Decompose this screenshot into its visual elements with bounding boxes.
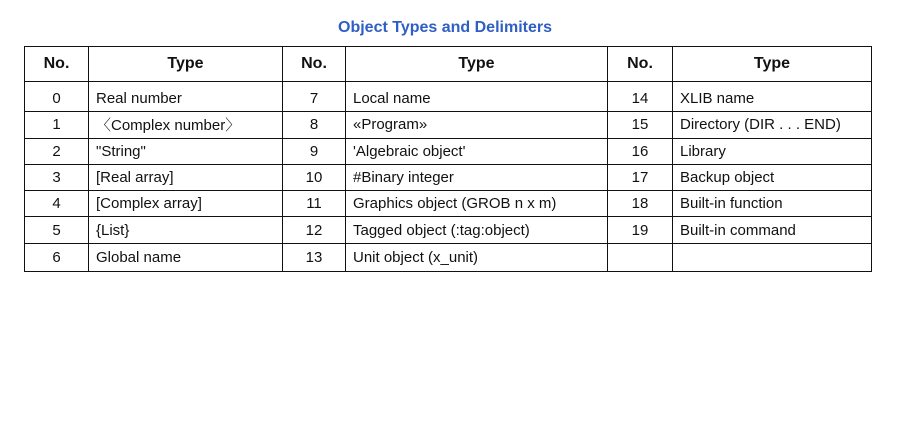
type-number-cell: 7 [283, 82, 346, 112]
column-header-type: Type [346, 47, 608, 82]
type-name-cell: [Real array] [89, 164, 283, 190]
type-name-cell: Library [673, 138, 872, 164]
column-header-no: No. [283, 47, 346, 82]
type-name-cell: Global name [89, 243, 283, 271]
type-name-cell: XLIB name [673, 82, 872, 112]
column-header-no: No. [25, 47, 89, 82]
type-number-cell: 16 [608, 138, 673, 164]
type-name-cell: 〈Complex number〉 [89, 112, 283, 138]
type-name-cell: Tagged object (:tag:object) [346, 217, 608, 243]
column-header-type: Type [89, 47, 283, 82]
table-row [25, 191, 872, 217]
type-number-cell: 14 [608, 82, 673, 112]
page-title: Object Types and Delimiters [338, 19, 552, 36]
table-row [25, 217, 872, 243]
type-name-cell: "String" [89, 138, 283, 164]
column-header-no: No. [608, 47, 673, 82]
type-name-cell: Built-in function [673, 191, 872, 217]
type-name-cell: #Binary integer [346, 164, 608, 190]
column-header-type: Type [673, 47, 872, 82]
table-row [25, 112, 872, 138]
type-number-cell: 3 [25, 164, 89, 190]
table-row [25, 82, 872, 112]
type-number-cell: 19 [608, 217, 673, 243]
type-number-cell: 0 [25, 82, 89, 112]
type-number-cell: 17 [608, 164, 673, 190]
type-name-cell: Directory (DIR . . . END) [673, 112, 872, 138]
type-number-cell: 4 [25, 191, 89, 217]
type-name-cell [673, 243, 872, 271]
type-number-cell: 12 [283, 217, 346, 243]
table-header-row [25, 47, 872, 82]
type-name-cell: 'Algebraic object' [346, 138, 608, 164]
type-name-cell: Real number [89, 82, 283, 112]
type-number-cell: 2 [25, 138, 89, 164]
type-name-cell: «Program» [346, 112, 608, 138]
type-name-cell: Backup object [673, 164, 872, 190]
type-number-cell: 6 [25, 243, 89, 271]
type-number-cell: 1 [25, 112, 89, 138]
type-name-cell: {List} [89, 217, 283, 243]
table-row [25, 138, 872, 164]
table-row [25, 164, 872, 190]
type-name-cell: Unit object (x_unit) [346, 243, 608, 271]
type-number-cell: 9 [283, 138, 346, 164]
type-number-cell: 15 [608, 112, 673, 138]
type-number-cell: 18 [608, 191, 673, 217]
type-number-cell: 8 [283, 112, 346, 138]
type-number-cell: 13 [283, 243, 346, 271]
type-name-cell: Built-in command [673, 217, 872, 243]
type-name-cell: Local name [346, 82, 608, 112]
type-number-cell: 5 [25, 217, 89, 243]
object-types-table [24, 46, 872, 272]
type-name-cell: Graphics object (GROB n x m) [346, 191, 608, 217]
type-number-cell: 11 [283, 191, 346, 217]
type-number-cell [608, 243, 673, 271]
type-name-cell: [Complex array] [89, 191, 283, 217]
type-number-cell: 10 [283, 164, 346, 190]
table-row [25, 243, 872, 271]
